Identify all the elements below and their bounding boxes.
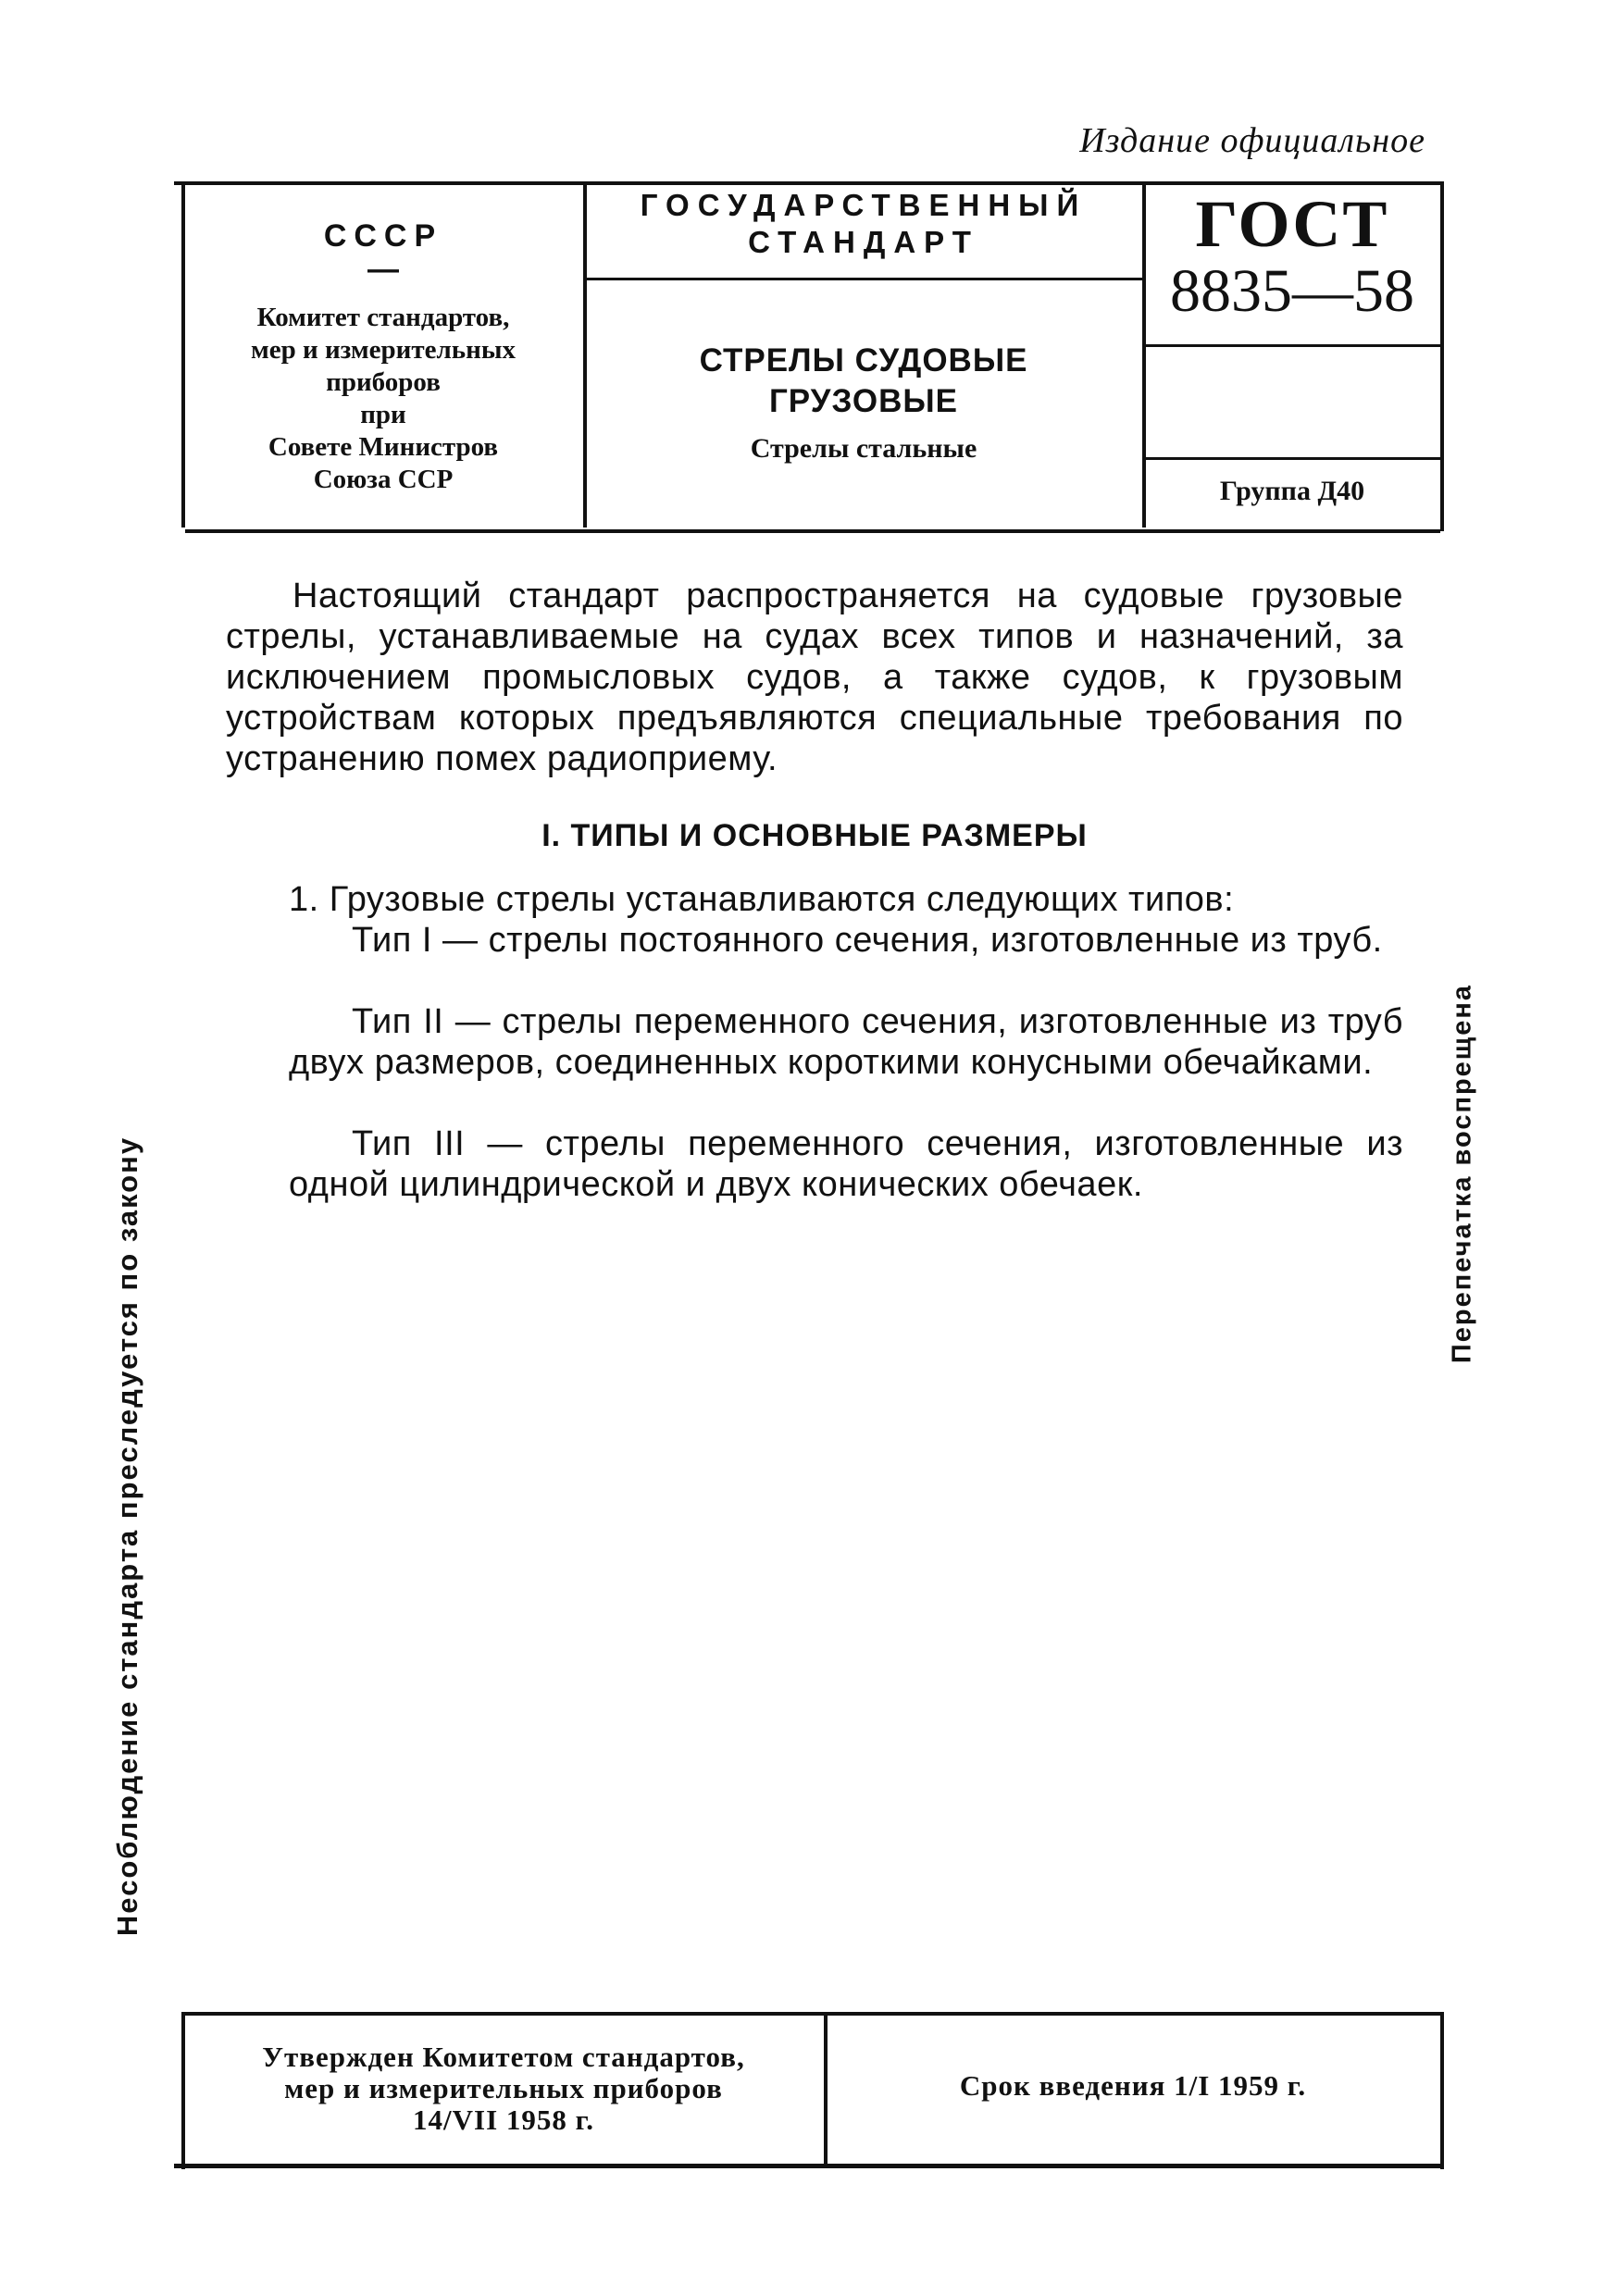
committee-block xyxy=(189,302,578,496)
type-2-paragraph: Тип II — стрелы переменного сечения, изготовленные из труб двух размеров, соединенных короткими конусными обечайками. xyxy=(289,1002,1403,1082)
footer-left-rule xyxy=(181,2012,185,2169)
header-divider-1 xyxy=(583,181,587,527)
title-line: СТРЕЛЫ СУДОВЫЕ xyxy=(699,342,1028,379)
approval-line: Утвержден Комитетом стандартов, xyxy=(262,2041,745,2073)
header-divider-2 xyxy=(1142,181,1146,527)
approval-line: 14/VII 1958 г. xyxy=(413,2104,594,2136)
group-code: Группа Д40 xyxy=(1219,476,1365,506)
document-title xyxy=(589,341,1139,422)
header-top-rule xyxy=(174,181,1440,185)
approval-block xyxy=(189,2042,818,2136)
committee-line: Комитет стандартов, xyxy=(256,303,510,332)
footer-bottom-rule xyxy=(174,2164,1444,2168)
footer-right-rule xyxy=(1440,2012,1444,2169)
header-middle-rule xyxy=(583,278,1142,280)
section-title: I. ТИПЫ И ОСНОВНЫЕ РАЗМЕРЫ xyxy=(541,818,1088,853)
committee-line: приборов xyxy=(326,367,441,397)
country-label: СССР xyxy=(323,218,443,254)
header-bottom-rule xyxy=(185,529,1440,533)
header-right-rule xyxy=(1440,181,1444,531)
header-right-rule-1 xyxy=(1146,344,1440,347)
effective-date: Срок введения 1/I 1959 г. xyxy=(959,2069,1307,2102)
type-1-paragraph: Тип I — стрелы постоянного сечения, изготовленные из труб. xyxy=(352,921,1383,960)
right-margin-notice-text: Перепечатка воспрещена xyxy=(1447,983,1477,1364)
document-subtitle: Стрелы стальные xyxy=(750,433,977,464)
header-left-rule xyxy=(181,185,185,527)
intro-paragraph: Настоящий стандарт распространяется на судовые грузовые стрелы, устанавливаемые на судах всех типов и назначений, за исключением промысловых судов, а также судов, к грузовым устройствам которых предъявляются специальные требования по устранению помех радиоприему. xyxy=(226,577,1403,778)
committee-line: при xyxy=(360,400,406,429)
committee-line: мер и измерительных xyxy=(251,335,516,365)
standard-type-line: СТАНДАРТ xyxy=(748,225,979,259)
footer-divider xyxy=(824,2012,828,2166)
title-line: ГРУЗОВЫЕ xyxy=(768,383,959,419)
left-margin-notice-text: Несоблюдение стандарта преследуется по закону xyxy=(111,1136,143,1937)
standard-type-line: ГОСУДАРСТВЕННЫЙ xyxy=(640,188,1088,222)
committee-line: Совете Министров xyxy=(268,432,499,462)
type-3-paragraph: Тип III — стрелы переменного сечения, изготовленные из одной цилиндрической и двух конических обечаек. xyxy=(289,1124,1403,1204)
approval-line: мер и измерительных приборов xyxy=(284,2072,723,2104)
standard-type xyxy=(589,187,1139,261)
header-right-rule-2 xyxy=(1146,457,1440,460)
country-dash: — xyxy=(367,252,399,287)
gost-number: 8835—58 xyxy=(1170,257,1414,325)
clause-1: 1. Грузовые стрелы устанавливаются следующих типов: xyxy=(289,880,1235,919)
edition-note: Издание официальное xyxy=(1079,121,1425,160)
footer-top-rule xyxy=(185,2012,1440,2016)
committee-line: Союза ССР xyxy=(313,465,454,494)
gost-label: ГОСТ xyxy=(1195,187,1389,261)
